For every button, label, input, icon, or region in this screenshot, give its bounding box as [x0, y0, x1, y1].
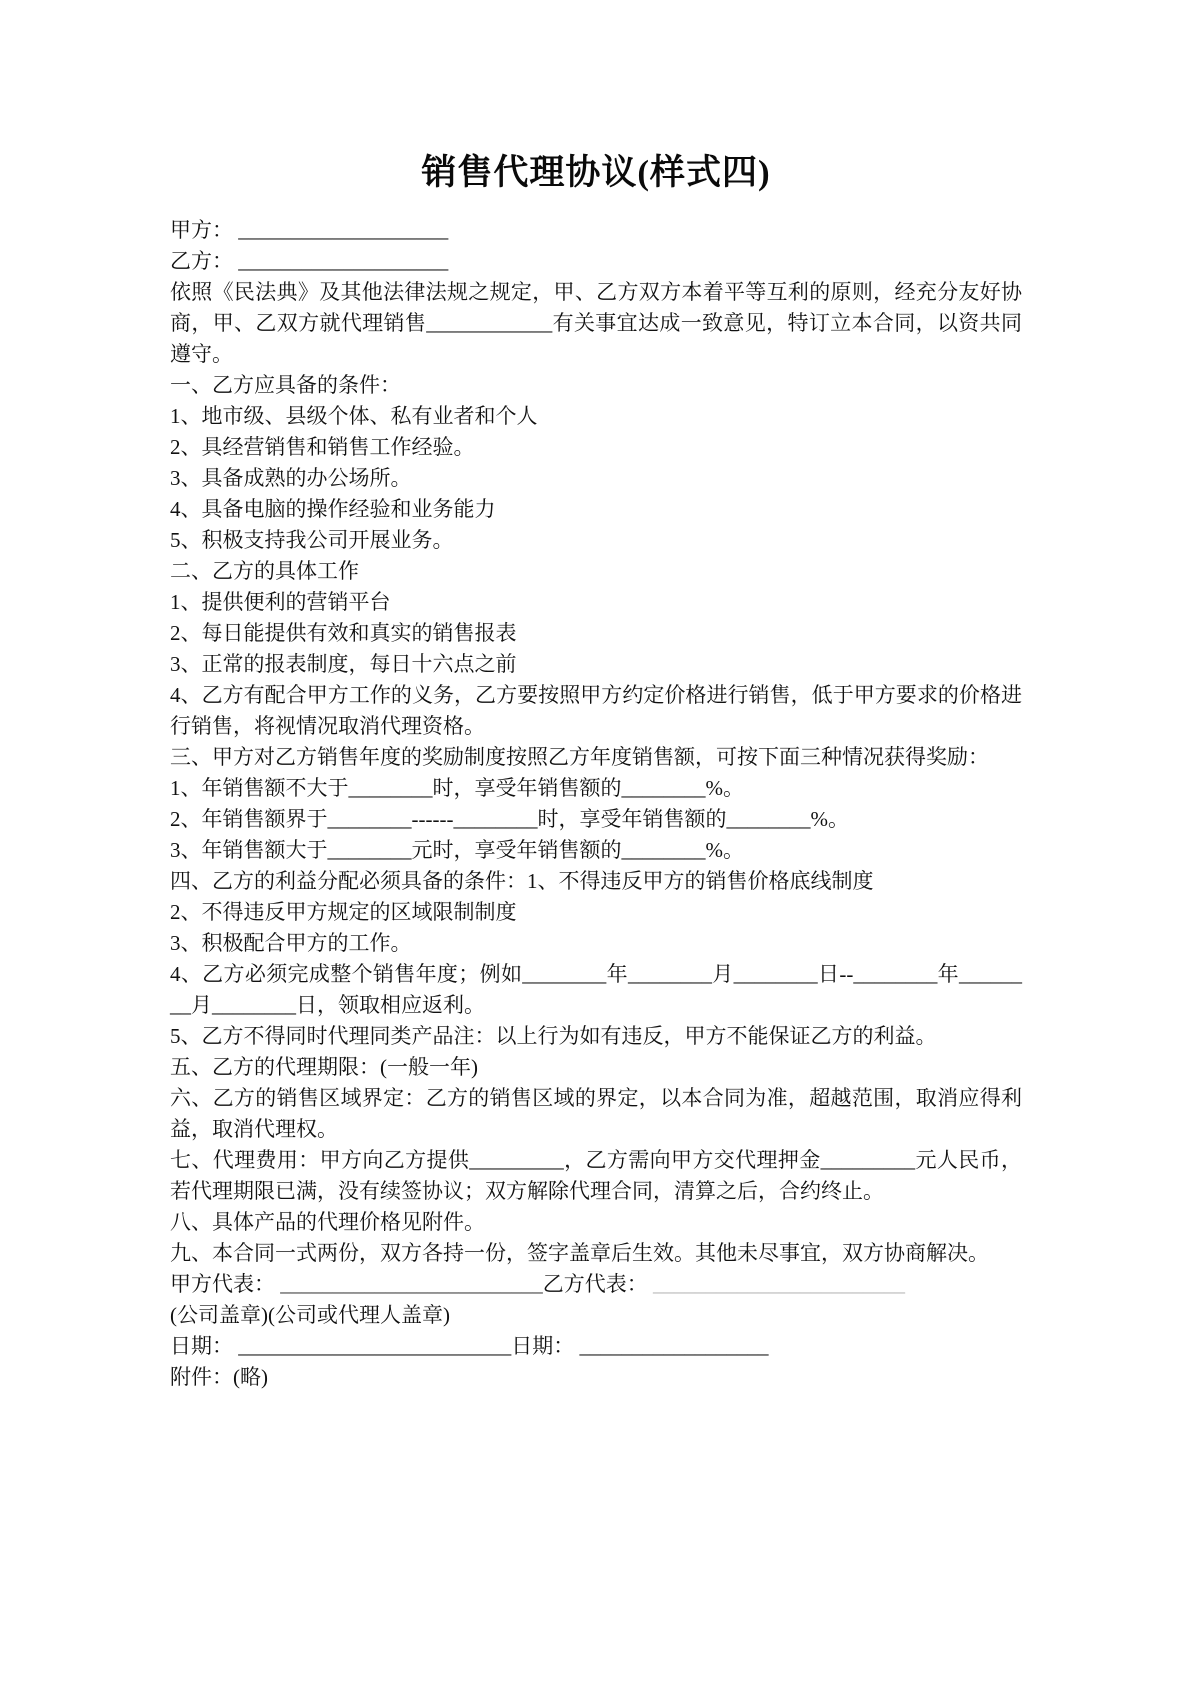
contract-paragraph: 二、乙方的具体工作	[170, 559, 359, 583]
contract-paragraph: 乙方： ____________________	[170, 249, 449, 273]
document-body	[170, 215, 1022, 1393]
contract-paragraph: 五、乙方的代理期限：(一般一年)	[170, 1055, 478, 1079]
contract-paragraph: 1、年销售额不大于________时，享受年销售额的________%。	[170, 776, 744, 800]
party-a-representative-label: 甲方代表：	[170, 1272, 281, 1296]
contract-paragraph: 5、积极支持我公司开展业务。	[170, 528, 454, 552]
contract-paragraph: 日期： __________________________日期： __________________	[170, 1334, 769, 1358]
contract-paragraph: 1、提供便利的营销平台	[170, 590, 391, 614]
contract-paragraph: 八、具体产品的代理价格见附件。	[170, 1210, 485, 1234]
contract-paragraph: 七、代理费用：甲方向乙方提供_________，乙方需向甲方交代理押金_________元人民币，若代理期限已满，没有续签协议；双方解除代理合同，清算之后，合约终止。	[170, 1148, 1022, 1203]
contract-paragraph: 2、年销售额界于________------________时，享受年销售额的________%。	[170, 807, 849, 831]
contract-paragraph: 依照《民法典》及其他法律法规之规定，甲、乙方双方本着平等互利的原则，经充分友好协商，甲、乙双方就代理销售____________有关事宜达成一致意见，特订立本合同，以资共同遵守。	[170, 280, 1022, 366]
contract-paragraph: 3、年销售额大于________元时，享受年销售额的________%。	[170, 838, 744, 862]
document-title: 销售代理协议(样式四)	[421, 153, 771, 192]
contract-paragraph: 1、地市级、县级个体、私有业者和个人	[170, 404, 538, 428]
contract-paragraph: 附件：(略)	[170, 1365, 268, 1389]
contract-paragraph: 4、乙方必须完成整个销售年度；例如________年________月________日--________年________月________日，领取相应返利。	[170, 962, 1023, 1017]
contract-paragraph: 4、具备电脑的操作经验和业务能力	[170, 497, 496, 521]
contract-paragraph: 六、乙方的销售区域界定：乙方的销售区域的界定，以本合同为准，超越范围，取消应得利益，取消代理权。	[170, 1086, 1022, 1141]
contract-paragraph: 3、正常的报表制度，每日十六点之前	[170, 652, 517, 676]
contract-paragraph: 三、甲方对乙方销售年度的奖励制度按照乙方年度销售额，可按下面三种情况获得奖励：	[170, 745, 989, 769]
contract-paragraph: 2、具经营销售和销售工作经验。	[170, 435, 475, 459]
contract-paragraph: (公司盖章)(公司或代理人盖章)	[170, 1303, 450, 1327]
party-a-representative-blank: _________________________	[280, 1272, 543, 1296]
party-b-representative-blank: ________________________	[653, 1272, 905, 1296]
contract-paragraph: 甲方： ____________________	[170, 218, 449, 242]
party-b-representative-label: 乙方代表：	[542, 1272, 653, 1296]
contract-paragraph: 2、每日能提供有效和真实的销售报表	[170, 621, 517, 645]
contract-paragraph: 四、乙方的利益分配必须具备的条件：1、不得违反甲方的销售价格底线制度	[170, 869, 874, 893]
contract-paragraph: 4、乙方有配合甲方工作的义务，乙方要按照甲方约定价格进行销售，低于甲方要求的价格进行销售，将视情况取消代理资格。	[170, 683, 1022, 738]
contract-paragraph: 5、乙方不得同时代理同类产品注：以上行为如有违反，甲方不能保证乙方的利益。	[170, 1024, 937, 1048]
contract-paragraph: 3、积极配合甲方的工作。	[170, 931, 412, 955]
contract-paragraph: 一、乙方应具备的条件：	[170, 373, 401, 397]
contract-paragraph: 九、本合同一式两份，双方各持一份，签字盖章后生效。其他未尽事宜，双方协商解决。	[170, 1241, 989, 1265]
contract-paragraph: 3、具备成熟的办公场所。	[170, 466, 412, 490]
contract-paragraph: 2、不得违反甲方规定的区域限制制度	[170, 900, 517, 924]
signature-line	[170, 1269, 1022, 1300]
